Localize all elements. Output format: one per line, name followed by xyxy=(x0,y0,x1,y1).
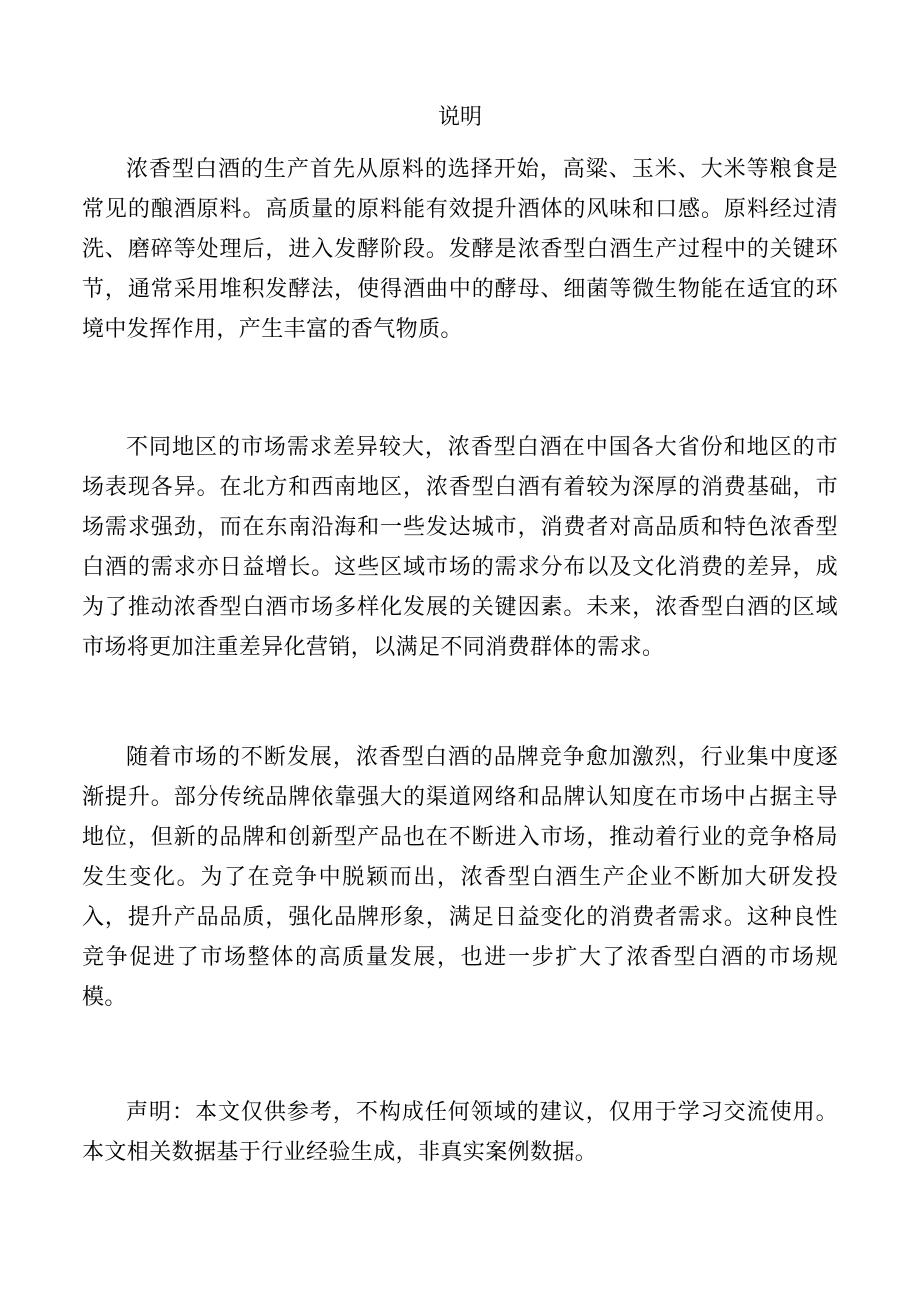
paragraph-brand-competition: 随着市场的不断发展，浓香型白酒的品牌竞争愈加激烈，行业集中度逐渐提升。部分传统品牌依靠强大的渠道网络和品牌认知度在市场中占据主导地位，但新的品牌和创新型产品也在不断进入市场，推动着行业的竞争格局发生变化。为了在竞争中脱颖而出，浓香型白酒生产企业不断加大研发投入，提升产品品质，强化品牌形象，满足日益变化的消费者需求。这种良性竞争促进了市场整体的高质量发展，也进一步扩大了浓香型白酒的市场规模。 xyxy=(82,745,838,1010)
paragraph-production: 浓香型白酒的生产首先从原料的选择开始，高粱、玉米、大米等粮食是常见的酿酒原料。高质量的原料能有效提升酒体的风味和口感。原料经过清洗、磨碎等处理后，进入发酵阶段。发酵是浓香型白酒生产过程中的关键环节，通常采用堆积发酵法，使得酒曲中的酵母、细菌等微生物能在适宜的环境中发挥作用，产生丰富的香气物质。 xyxy=(82,157,838,342)
paragraph-disclaimer: 声明：本文仅供参考，不构成任何领域的建议，仅用于学习交流使用。本文相关数据基于行业经验生成，非真实案例数据。 xyxy=(82,1100,838,1165)
page-title: 说明 xyxy=(437,105,482,130)
paragraph-regional-market: 不同地区的市场需求差异较大，浓香型白酒在中国各大省份和地区的市场表现各异。在北方和西南地区，浓香型白酒有着较为深厚的消费基础，市场需求强劲，而在东南沿海和一些发达城市，消费者对高品质和特色浓香型白酒的需求亦日益增长。这些区域市场的需求分布以及文化消费的差异，成为了推动浓香型白酒市场多样化发展的关键因素。未来，浓香型白酒的区域市场将更加注重差异化营销，以满足不同消费群体的需求。 xyxy=(82,435,838,660)
